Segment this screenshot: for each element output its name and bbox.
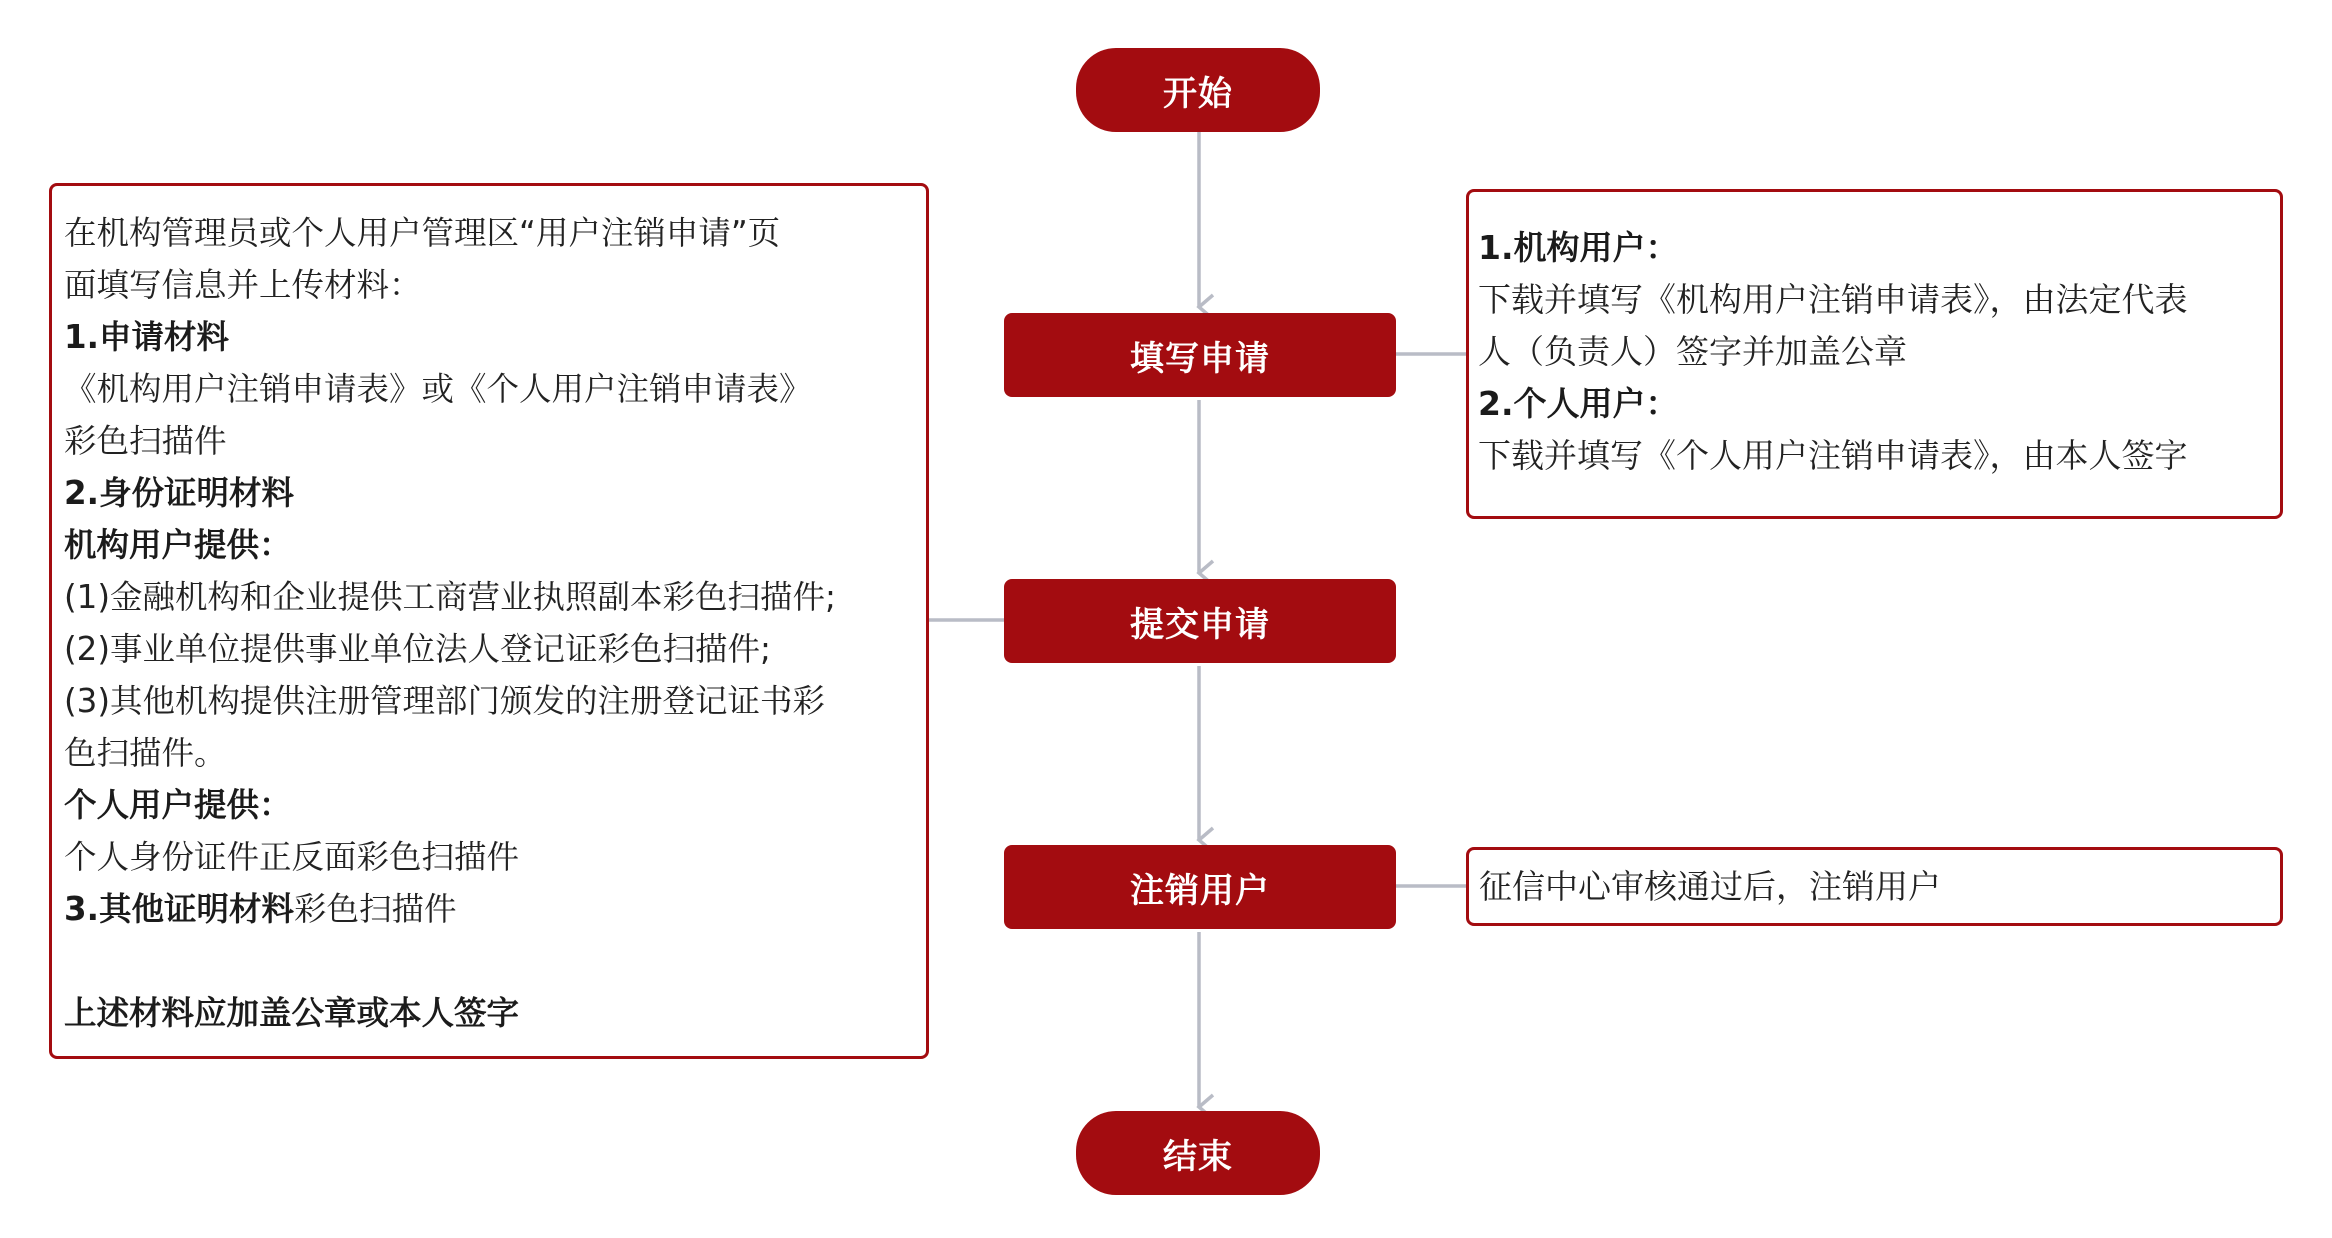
submit-application-node xyxy=(1004,579,1396,663)
cancel-note-text: 征信中心审核通过后，注销用户 xyxy=(1479,867,1941,906)
materials-application-text-1: 《机构用户注销申请表》或《个人用户注销申请表》 xyxy=(64,370,812,408)
materials-org-item-2: (2)事业单位提供事业单位法人登记证彩色扫描件; xyxy=(64,630,771,668)
materials-org-item-1: (1)金融机构和企业提供工商营业执照副本彩色扫描件; xyxy=(64,578,836,616)
cancel-note xyxy=(1466,847,2283,926)
end-node-label: 结束 xyxy=(1163,1136,1233,1177)
download-org-text-2: 人（负责人）签字并加盖公章 xyxy=(1478,332,1907,371)
download-org-heading: 1.机构用户： xyxy=(1478,228,1679,267)
materials-footer: 上述材料应加盖公章或本人签字 xyxy=(64,994,520,1032)
materials-intro-1: 在机构管理员或个人用户管理区“用户注销申请”页 xyxy=(64,214,781,252)
materials-spacer xyxy=(64,935,918,987)
download-personal-heading: 2.个人用户： xyxy=(1478,384,1679,423)
fill-application-node xyxy=(1004,313,1396,397)
materials-intro-2: 面填写信息并上传材料： xyxy=(64,266,422,304)
materials-application-text-2: 彩色扫描件 xyxy=(64,422,227,460)
end-node xyxy=(1076,1111,1320,1195)
submit-application-label: 提交申请 xyxy=(1130,604,1270,645)
cancel-user-node xyxy=(1004,845,1396,929)
start-node-label: 开始 xyxy=(1163,73,1233,114)
download-instructions-note xyxy=(1466,189,2283,519)
materials-heading-other: 3.其他证明材料 xyxy=(64,890,294,928)
materials-other-suffix: 彩色扫描件 xyxy=(293,890,457,928)
materials-personal-heading: 个人用户提供： xyxy=(64,786,292,824)
download-org-text-1: 下载并填写《机构用户注销申请表》，由法定代表 xyxy=(1478,280,2188,319)
start-node xyxy=(1076,48,1320,132)
materials-heading-identity: 2.身份证明材料 xyxy=(64,474,294,512)
materials-org-item-3a: (3)其他机构提供注册管理部门颁发的注册登记证书彩 xyxy=(64,682,826,720)
fill-application-label: 填写申请 xyxy=(1130,338,1270,379)
download-personal-text: 下载并填写《个人用户注销申请表》，由本人签字 xyxy=(1478,436,2188,475)
materials-org-heading: 机构用户提供： xyxy=(64,526,292,564)
cancel-user-label: 注销用户 xyxy=(1130,870,1270,911)
materials-org-item-3b: 色扫描件。 xyxy=(64,734,227,772)
materials-personal-item: 个人身份证件正反面彩色扫描件 xyxy=(64,838,520,876)
materials-note xyxy=(49,183,929,1059)
materials-heading-application: 1.申请材料 xyxy=(64,318,229,356)
